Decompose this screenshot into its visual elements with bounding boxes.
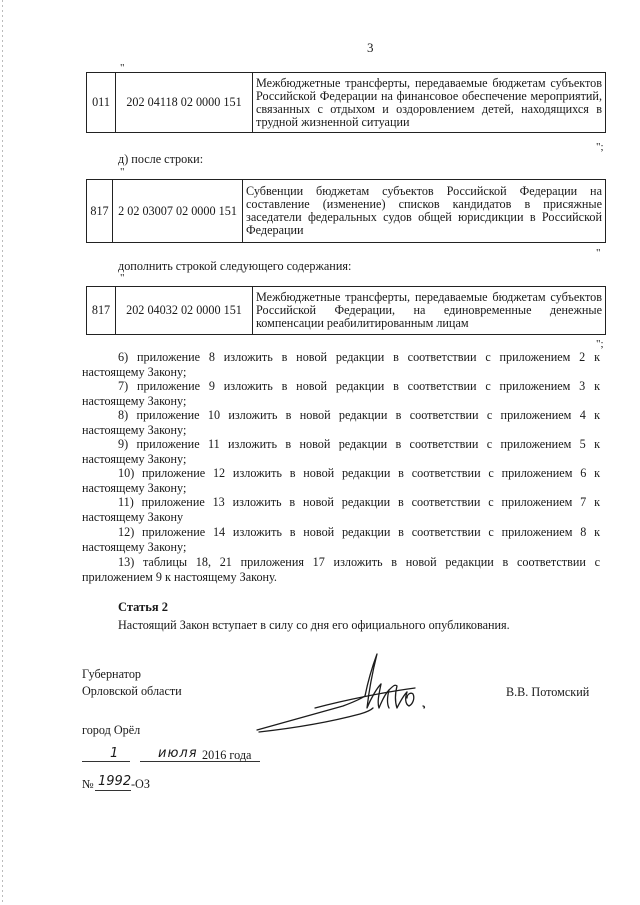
article-2-title: Статья 2: [118, 600, 168, 614]
list-item: 13) таблицы 18, 21 приложения 17 изложить в новой редакции в соответствии с приложением 9 к настоящему Закону.: [82, 555, 600, 584]
open-quote: ": [120, 272, 125, 284]
kbk-code-cell: 202 04118 02 0000 151: [116, 73, 253, 133]
number-sign: №: [82, 777, 94, 791]
description-cell: Межбюджетные трансферты, передаваемые бюджетам субъектов Российской Федерации, на единовременные денежные компенсации реабилитированным лицам: [253, 287, 606, 335]
description-cell: Межбюджетные трансферты, передаваемые бюджетам субъектов Российской Федерации на финансовое обеспечение мероприятий, связанных с отдыхом и оздоровлением детей, находящихся в трудной жизненной ситуации: [253, 73, 606, 133]
number-underline: [95, 790, 131, 791]
signatory-title-line: Орловской области: [82, 684, 182, 698]
open-quote: ": [120, 62, 125, 74]
admin-code-cell: 817: [87, 287, 116, 335]
law-number-suffix: -ОЗ: [131, 777, 150, 791]
signatory-name: В.В. Потомский: [506, 685, 590, 699]
law-number-value: 1992: [98, 774, 132, 789]
date-underline: [82, 761, 130, 762]
signatory-title: [82, 666, 182, 700]
article-2-text: Настоящий Закон вступает в силу со дня его официального опубликования.: [118, 618, 510, 632]
list-item: 6) приложение 8 изложить в новой редакции в соответствии с приложением 2 к настоящему Закону;: [82, 350, 600, 379]
budget-row-table-1: [86, 72, 606, 133]
admin-code-cell: 817: [87, 180, 113, 243]
signing-date: [82, 748, 282, 768]
instruction-after-row: д) после строки:: [118, 152, 204, 166]
description-cell: Субвенции бюджетам субъектов Российской Федерации на составление (изменение) списков кандидатов в присяжные заседатели федеральных судов общей юрисдикции в Российской Федерации: [243, 180, 606, 243]
list-item: 11) приложение 13 изложить в новой редакции в соответствии с приложением 7 к настоящему Закону: [82, 495, 600, 524]
close-quote: ";: [596, 141, 604, 153]
signatory-title-line: Губернатор: [82, 667, 142, 681]
list-item: 10) приложение 12 изложить в новой редакции в соответствии с приложением 6 к настоящему Закону;: [82, 466, 600, 495]
date-month: июля: [158, 746, 198, 761]
date-year: 2016 года: [202, 748, 252, 762]
kbk-code-cell: 202 04032 02 0000 151: [116, 287, 253, 335]
date-day: 1: [110, 746, 119, 761]
list-item: 9) приложение 11 изложить в новой редакции в соответствии с приложением 5 к настоящему Закону;: [82, 437, 600, 466]
instruction-add-row: дополнить строкой следующего содержания:: [118, 259, 352, 273]
close-quote: ";: [596, 338, 604, 350]
law-number: [82, 774, 232, 794]
city-of-signing: город Орёл: [82, 723, 141, 737]
budget-row-table-3: [86, 286, 606, 335]
list-item: 12) приложение 14 изложить в новой редакции в соответствии с приложением 8 к настоящему Закону;: [82, 525, 600, 554]
kbk-code-cell: 2 02 03007 02 0000 151: [113, 180, 243, 243]
close-quote: ": [596, 247, 601, 259]
list-item: 8) приложение 10 изложить в новой редакции в соответствии с приложением 4 к настоящему Закону;: [82, 408, 600, 437]
page-number: 3: [367, 40, 374, 55]
list-item: 7) приложение 9 изложить в новой редакции в соответствии с приложением 3 к настоящему Закону;: [82, 379, 600, 408]
open-quote: ": [120, 166, 125, 178]
binding-edge-mark: [2, 0, 3, 905]
admin-code-cell: 011: [87, 73, 116, 133]
handwritten-signature: [255, 648, 445, 738]
budget-row-table-2: [86, 179, 606, 243]
